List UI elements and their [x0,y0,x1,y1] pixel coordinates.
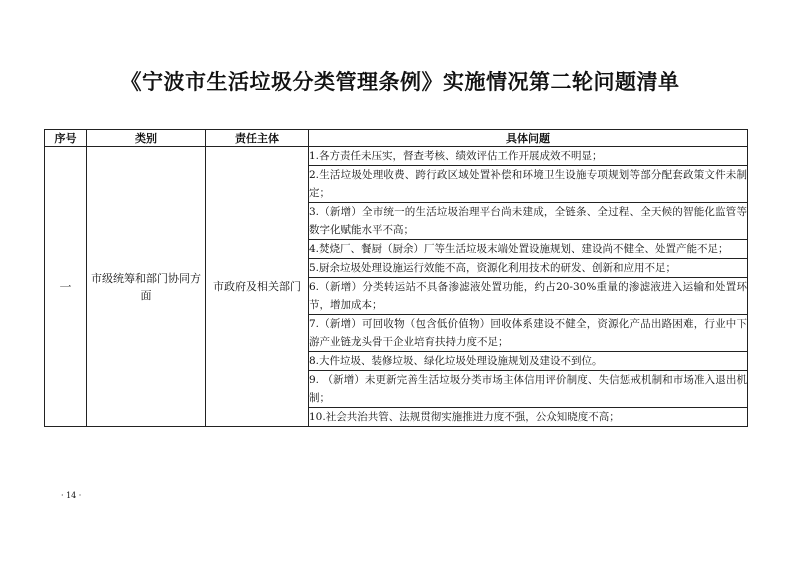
header-owner: 责任主体 [206,130,309,147]
issue-item: 6.（新增）分类转运站不具备渗滤液处置功能，约占20-30%重量的渗滤液进入运输和处置环节，增加成本； [309,278,748,315]
issue-item: 10.社会共治共管、法规贯彻实施推进力度不强，公众知晓度不高； [309,408,748,427]
issue-item: 2.生活垃圾处理收费、跨行政区域处置补偿和环境卫生设施专项规划等部分配套政策文件未制定； [309,166,748,203]
issue-item: 3.（新增）全市统一的生活垃圾治理平台尚未建成，全链条、全过程、全天候的智能化监管等数字化赋能水平不高； [309,203,748,240]
header-no: 序号 [45,130,87,147]
header-category: 类别 [87,130,206,147]
header-issues: 具体问题 [309,130,748,147]
issue-item: 9. （新增）未更新完善生活垃圾分类市场主体信用评价制度、失信惩戒机制和市场准入退出机制； [309,371,748,408]
issue-item: 8.大件垃圾、装修垃圾、绿化垃圾处理设施规划及建设不到位。 [309,352,748,371]
row-category: 市级统筹和部门协同方面 [87,147,206,427]
document-title: 《宁波市生活垃圾分类管理条例》实施情况第二轮问题清单 [120,69,680,94]
issue-item: 5.厨余垃圾处理设施运行效能不高，资源化利用技术的研发、创新和应用不足； [309,259,748,278]
table-header-row [45,130,748,147]
row-number: 一 [45,147,87,427]
issue-item: 4.焚烧厂、餐厨（厨余）厂等生活垃圾末端处置设施规划、建设尚不健全、处置产能不足； [309,240,748,259]
issue-item: 7.（新增）可回收物（包含低价值物）回收体系建设不健全，资源化产品出路困难，行业中下游产业链龙头骨干企业培育扶持力度不足； [309,315,748,352]
page-number: · 14 · [61,491,82,500]
issues-table [44,129,748,427]
issue-item: 1.各方责任未压实，督查考核、绩效评估工作开展成效不明显； [309,147,748,166]
table-row [45,147,748,166]
row-owner: 市政府及相关部门 [206,147,309,427]
